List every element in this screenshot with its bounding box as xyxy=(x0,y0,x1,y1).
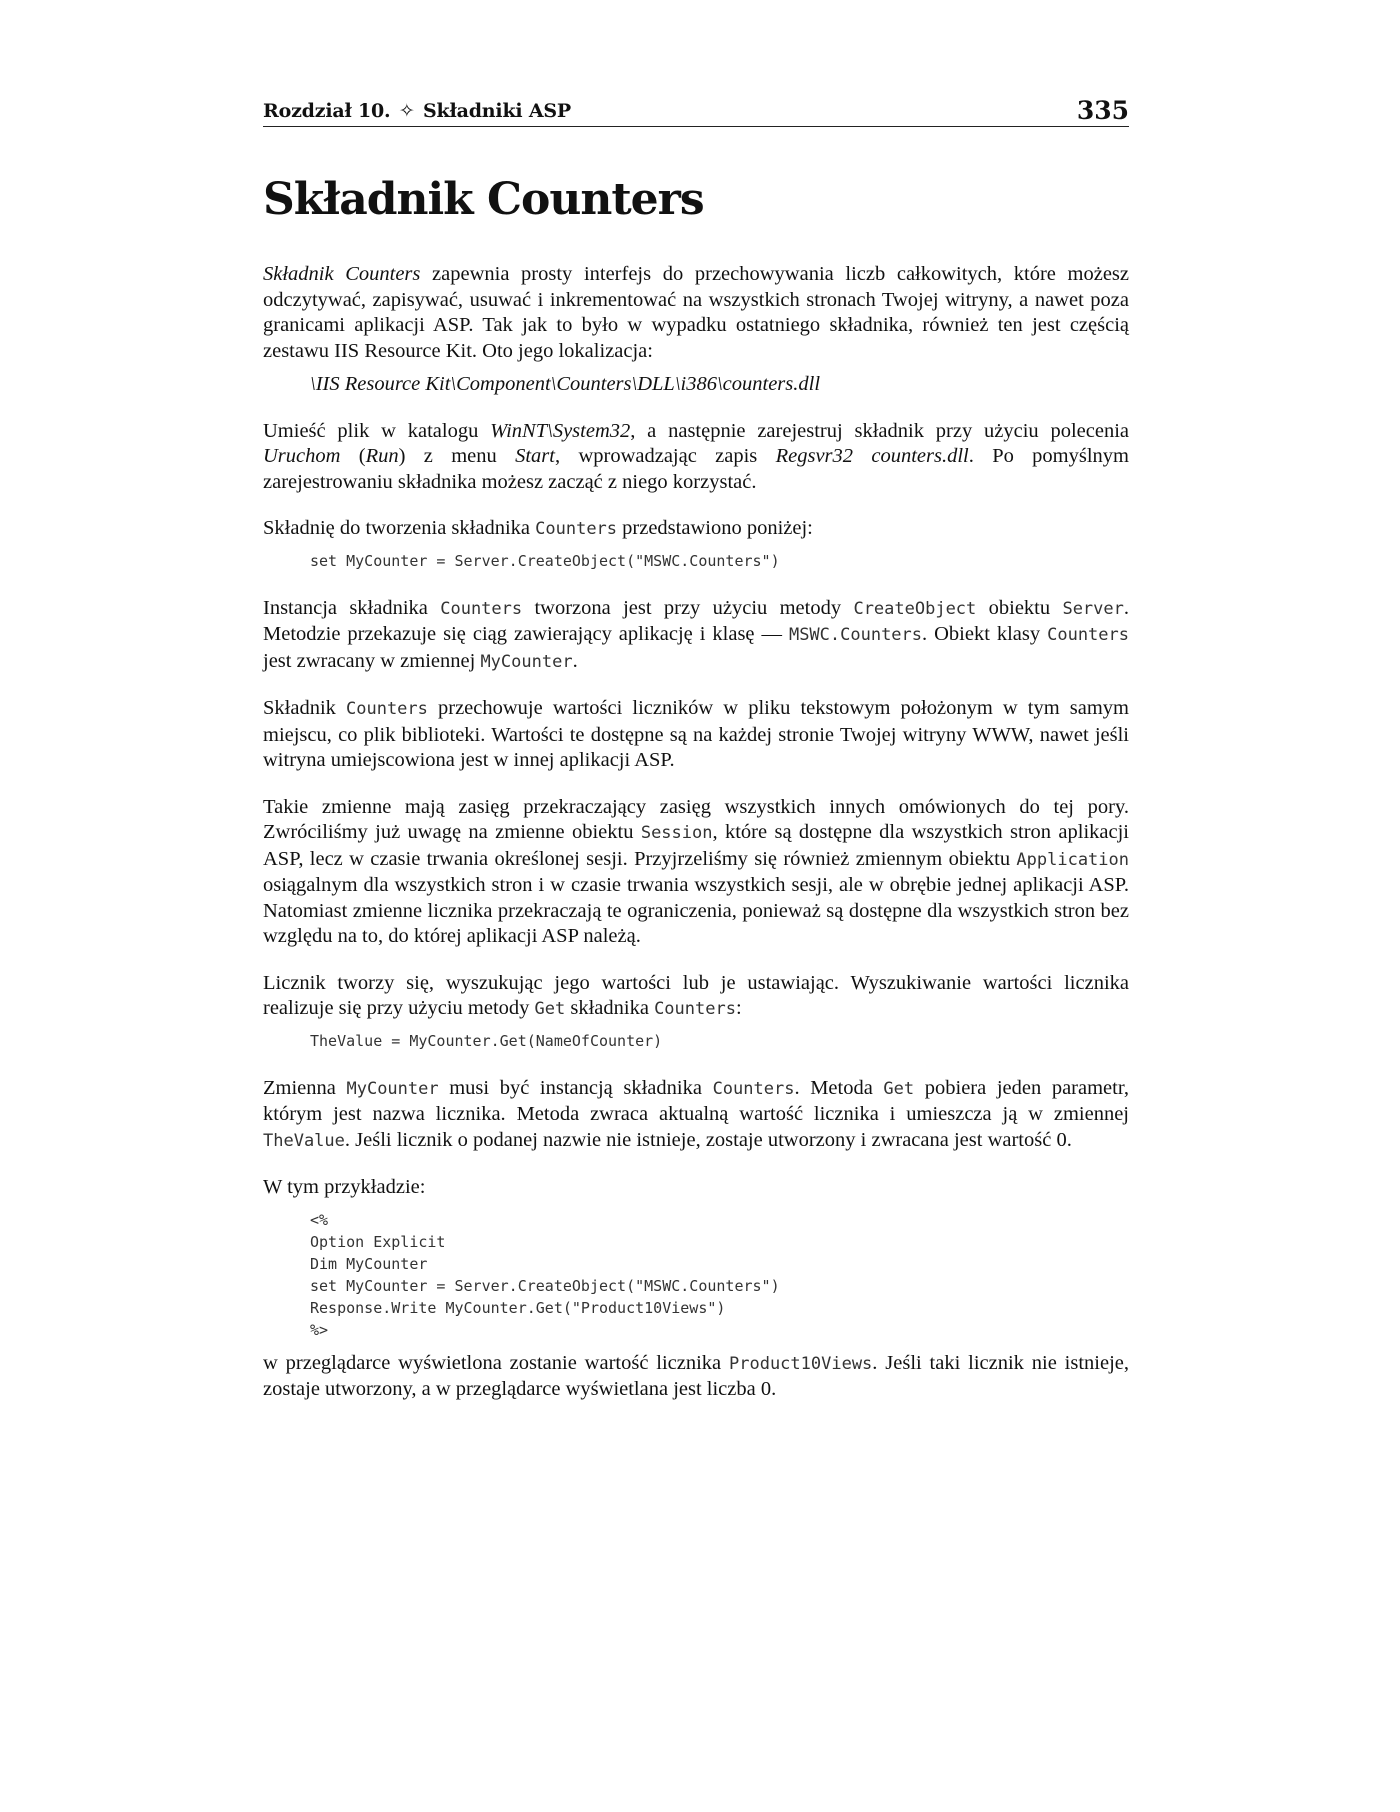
text-run: Składnik xyxy=(263,697,346,719)
code-run: Server xyxy=(1062,598,1124,619)
code-run: CreateObject xyxy=(853,598,977,619)
text-run: , które są dostępne dla wszystkich stron aplikacji ASP, lecz w czasie trwania określonej sesji. Przyjrzeliśmy się również zmiennym obiektu xyxy=(263,821,1130,870)
code-run: MyCounter xyxy=(346,1078,439,1099)
text-run: . Po pomyślnym zarejestrowaniu składnika możesz zacząć z niego korzystać. xyxy=(263,445,1129,493)
paragraph-get-explained xyxy=(263,1076,1129,1155)
code-run: Counters xyxy=(1047,625,1129,645)
code-run: Session xyxy=(640,823,713,843)
text-run: ) z menu xyxy=(398,445,516,467)
paragraph-instance xyxy=(263,596,1129,676)
paragraph-text: zapewnia prosty interfejs do przechowywania liczb całkowitych, które możesz odczytywać, zapisywać, usuwać i inkrementować na wszystkich stronach Twojej witryny, a nawet poza granicami aplikacji ASP. Tak jak to było w wypadku ostatniego składnika, również ten jest częścią zestawu IIS Resource Kit. Oto jego lokalizacja: xyxy=(263,263,1130,362)
text-run: przedstawiono poniżej: xyxy=(617,517,813,539)
chapter-reference xyxy=(263,100,571,122)
text-run: Instancja składnika xyxy=(263,596,441,619)
text-run: osiągalnym dla wszystkich stron i w czasie trwania wszystkich sesji, ale w obrębie jednej aplikacji ASP. Natomiast zmienne licznika przekraczają te ograniczenia, ponieważ są dostępne dla wszystkich stron bez względu na to, do której aplikacji ASP należą. xyxy=(263,874,1129,947)
code-run: Application xyxy=(1016,849,1129,870)
code-sample-example: <% Option Explicit Dim MyCounter set MyCounter = Server.CreateObject("MSWC.Counters") Response.Write MyCounter.Get("Product10Views") %> xyxy=(310,1210,780,1339)
section-title: Składnik Counters xyxy=(263,174,704,225)
italic-run: WinNT\System32 xyxy=(490,419,631,442)
paragraph-get xyxy=(263,971,1129,1023)
page-number: 335 xyxy=(1076,96,1129,125)
text-run: przechowuje wartości liczników w pliku tekstowym położonym w tym samym miejscu, co plik biblioteki. Wartości te dostępne są na każdej stronie Twojej witryny WWW, nawet jeśli witryna umiejscowiona jest w innej aplikacji ASP. xyxy=(263,697,1129,771)
running-header xyxy=(263,96,1129,127)
text-run: musi być instancją składnika xyxy=(438,1076,713,1099)
text-run: jest zwracany w zmiennej xyxy=(263,649,481,672)
component-name-italic: Składnik Counters xyxy=(263,263,421,285)
code-run: Product10Views xyxy=(729,1353,873,1374)
text-run: . Metodzie przekazuje się ciąg zawierający aplikację i klasę — xyxy=(263,596,1129,645)
paragraph-example-intro: W tym przykładzie: xyxy=(263,1176,426,1198)
code-run: MSWC.Counters xyxy=(788,625,923,645)
paragraph-storage xyxy=(263,696,1129,774)
italic-run: Regsvr32 counters.dll xyxy=(775,445,969,467)
text-run: obiektu xyxy=(976,596,1063,619)
chapter-label: Rozdział 10. xyxy=(263,100,391,122)
text-run: Umieść plik w katalogu xyxy=(263,419,491,442)
text-run: , a następnie zarejestruj składnik przy użyciu polecenia xyxy=(630,419,1130,442)
text-run: . xyxy=(572,649,578,672)
code-run: Counters xyxy=(535,519,618,539)
code-run: MyCounter xyxy=(480,651,573,672)
dll-path: \IIS Resource Kit\Component\Counters\DLL\i386\counters.dll xyxy=(310,373,821,395)
text-run: Takie zmienne mają zasięg przekraczający zasięg wszystkich innych omówionych do tej pory. Zwróciliśmy już uwagę na zmienne obiektu xyxy=(263,795,1129,843)
text-run: , wprowadzając zapis xyxy=(554,445,776,467)
section-label: Składniki ASP xyxy=(423,100,571,122)
text-run: Składnię do tworzenia składnika xyxy=(263,517,536,539)
code-run: TheValue xyxy=(263,1130,345,1151)
code-run: Counters xyxy=(346,699,428,719)
body-text xyxy=(263,262,1129,1424)
text-run: . Obiekt klasy xyxy=(922,623,1048,645)
italic-run: Run xyxy=(365,445,399,467)
text-run: składnika xyxy=(565,997,655,1019)
code-run: Get xyxy=(883,1078,915,1099)
text-run: w przeglądarce wyświetlona zostanie wartość licznika xyxy=(263,1351,729,1374)
paragraph-intro xyxy=(263,262,1129,364)
code-sample-get: TheValue = MyCounter.Get(NameOfCounter) xyxy=(310,1031,663,1050)
text-run: ( xyxy=(340,445,366,467)
code-run: Counters xyxy=(712,1078,795,1099)
italic-run: Uruchom xyxy=(263,445,341,467)
paragraph-syntax xyxy=(263,516,1129,543)
paragraph-scope xyxy=(263,795,1129,950)
paragraph-result xyxy=(263,1351,1129,1403)
paragraph-install xyxy=(263,419,1129,496)
code-sample-create: set MyCounter = Server.CreateObject("MSWC.Counters") xyxy=(310,551,780,570)
text-run: : xyxy=(735,997,742,1019)
code-run: Counters xyxy=(440,598,523,619)
text-run: pobiera jeden parametr, którym jest nazwa licznika. Metoda zwraca aktualną wartość licznika i umieszcza ją w zmiennej xyxy=(263,1076,1129,1125)
code-run: Get xyxy=(534,999,566,1019)
italic-run: Start xyxy=(515,445,555,467)
text-run: . Metoda xyxy=(794,1076,884,1099)
text-run: tworzona jest przy użyciu metody xyxy=(522,596,854,619)
text-run: Zmienna xyxy=(263,1076,347,1099)
text-run: . Jeśli taki licznik nie istnieje, zostaje utworzony, a w przeglądarce wyświetlana jest liczba 0. xyxy=(263,1351,1129,1400)
text-run: . Jeśli licznik o podanej nazwie nie istnieje, zostaje utworzony i zwracana jest wartość 0. xyxy=(344,1128,1072,1151)
text-run: Licznik tworzy się, wyszukując jego wartości lub je ustawiając. Wyszukiwanie wartości licznika realizuje się przy użyciu metody xyxy=(263,971,1129,1019)
diamond-icon: ✧ xyxy=(398,100,415,122)
code-run: Counters xyxy=(654,999,736,1019)
